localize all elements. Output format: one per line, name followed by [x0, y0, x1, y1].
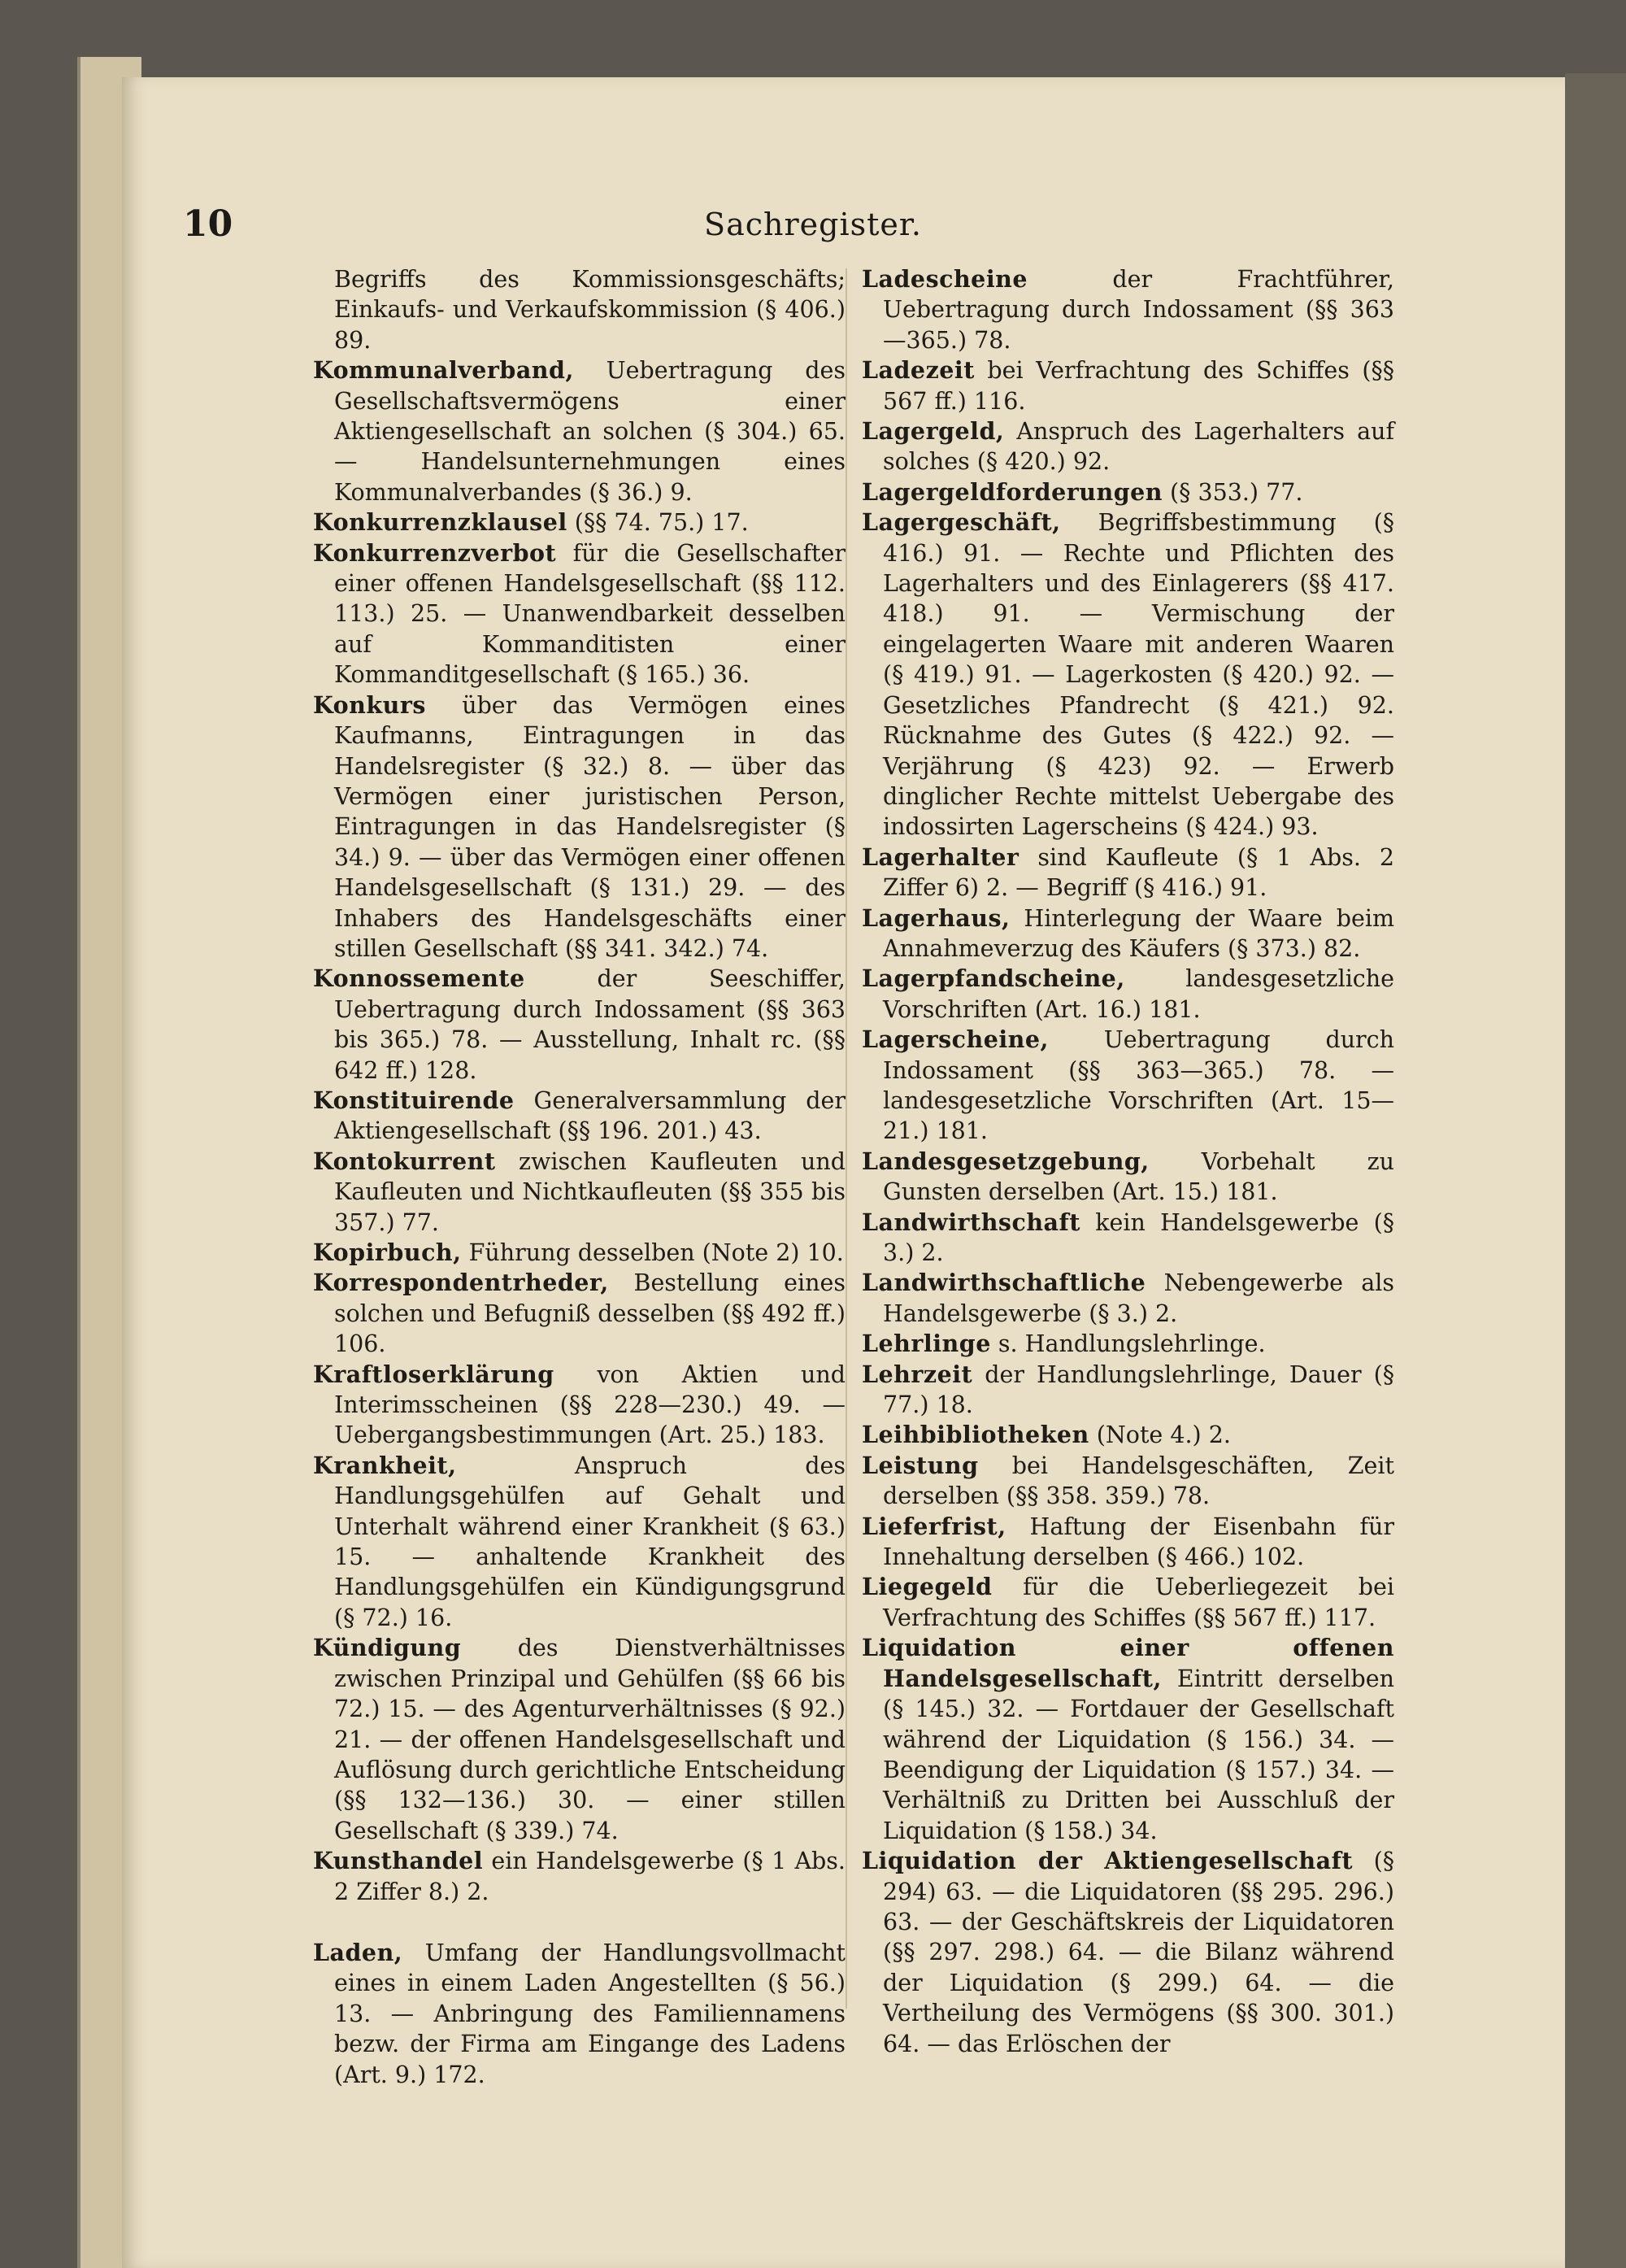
index-entry [313, 1633, 846, 1846]
index-text: der Handlungslehrlinge, Dauer (§ 77.) 18. [883, 1360, 1394, 1419]
index-text: der Frachtführer, Uebertragung durch Indossament (§§ 363—365.) 78. [883, 266, 1394, 354]
index-keyword: Ladescheine [862, 265, 1028, 293]
index-keyword: Korrespondentrheder, [313, 1269, 609, 1297]
index-entry [862, 1268, 1394, 1329]
index-entry [313, 538, 846, 690]
index-keyword: Kommunalverband, [313, 356, 574, 385]
index-keyword: Leistung [862, 1451, 979, 1479]
index-keyword: Landesgesetzgebung, [862, 1147, 1150, 1175]
index-entry [313, 1268, 846, 1359]
index-keyword: Kunsthandel [313, 1847, 484, 1875]
page-title: Sachregister. [704, 207, 922, 242]
index-text: für die Ueberliegezeit bei Verfrachtung des Schiffes (§§ 567 ff.) 117. [883, 1574, 1394, 1631]
index-keyword: Konnossemente [313, 964, 525, 993]
index-keyword: Lagerpfandscheine, [862, 964, 1125, 993]
index-keyword: Kündigung [313, 1634, 462, 1662]
index-keyword: Laden, [313, 1938, 403, 1966]
index-entry [313, 355, 846, 507]
index-text: des Dienstverhältnisses zwischen Prinzipal und Gehülfen (§§ 66 bis 72.) 15. — des Agenturverhältnisses (§ 92.) 21. — der offenen Handelsgesellschaft und Auflösung durch gerichtliche Entscheidung (§§ 132—136.) 30. — einer stillen Gesellschaft (§ 339.) 74. [334, 1635, 846, 1844]
index-entry [313, 964, 846, 1086]
index-entry [313, 507, 846, 538]
index-entry [862, 1572, 1394, 1633]
index-entry [862, 477, 1394, 507]
index-text: bei Handelsgeschäften, Zeit derselben (§§ 358. 359.) 78. [883, 1452, 1394, 1510]
index-keyword: Leihbibliotheken [862, 1421, 1089, 1449]
index-entry [313, 264, 846, 355]
index-text: Uebertragung des Gesellschaftsvermögens einer Aktiengesellschaft an solchen (§ 304.) 65. — Handelsunternehmungen eines Kommunalverbandes (§ 36.) 9. [334, 357, 846, 506]
index-entry [313, 1238, 846, 1268]
index-entry [862, 1360, 1394, 1421]
index-keyword: Lagergeldforderungen [862, 477, 1163, 506]
index-keyword: Lehrzeit [862, 1360, 973, 1388]
index-entry [313, 1360, 846, 1451]
index-entry [862, 507, 1394, 842]
index-text: kein Handelsgewerbe (§ 3.) 2. [883, 1208, 1394, 1266]
index-keyword: Konstituirende [313, 1086, 515, 1114]
index-text: zwischen Kaufleuten und Kaufleuten und Nichtkaufleuten (§§ 355 bis 357.) 77. [334, 1147, 846, 1236]
index-text: ein Handelsgewerbe (§ 1 Abs. 2 Ziffer 8.) 2. [334, 1848, 846, 1905]
index-keyword: Ladezeit [862, 356, 975, 385]
index-text: Anspruch des Lagerhalters auf solches (§ 420.) 92. [883, 418, 1394, 476]
index-entry [313, 690, 846, 964]
index-text: Hinterlegung der Waare beim Annahmeverzug des Käufers (§ 373.) 82. [883, 904, 1394, 962]
index-text: Führung desselben (Note 2) 10. [461, 1239, 844, 1266]
index-text: Begriffs des Kommissionsgeschäfts; Einkaufs- und Verkaufskommission (§ 406.) 89. [334, 266, 846, 354]
index-text: Haftung der Eisenbahn für Innehaltung derselben (§ 466.) 102. [883, 1513, 1394, 1571]
index-text: Uebertragung durch Indossament (§§ 363—365.) 78. — landesgesetzliche Vorschriften (Art. 15—21.) 181. [883, 1026, 1394, 1145]
page-number: 10 [183, 203, 233, 245]
index-keyword: Kontokurrent [313, 1147, 496, 1175]
index-entry [862, 1451, 1394, 1512]
index-entry [862, 842, 1394, 903]
index-keyword: Lagerhalter [862, 842, 1020, 871]
index-text: bei Verfrachtung des Schiffes (§§ 567 ff.) 116. [883, 357, 1394, 415]
index-keyword: Lagerscheine, [862, 1025, 1049, 1054]
running-header [0, 203, 1626, 252]
index-text: Generalversammlung der Aktiengesellschaft (§§ 196. 201.) 43. [334, 1086, 846, 1145]
index-text: (§ 294) 63. — die Liquidatoren (§§ 295. 296.) 63. — der Geschäftskreis der Liquidatoren (§§ 297. 298.) 64. — die Bilanz während der Liquidation (§ 299.) 64. — die Vertheilung des Vermögens (§§ 300. 301.) 64. — das Erlöschen der [883, 1848, 1395, 2057]
index-text: Bestellung eines solchen und Befugniß desselben (§§ 492 ff.) 106. [334, 1269, 846, 1358]
index-entry [862, 1025, 1394, 1147]
index-text: sind Kaufleute (§ 1 Abs. 2 Ziffer 6) 2. — Begriff (§ 416.) 91. [883, 843, 1394, 902]
index-keyword: Lagergeschäft, [862, 508, 1061, 537]
index-entry [862, 416, 1394, 477]
index-entry [862, 1147, 1394, 1208]
index-text: Umfang der Handlungsvollmacht eines in einem Laden Angestellten (§ 56.) 13. — Anbringung des Familiennamens bezw. der Firma am Eingange des Ladens (Art. 9.) 172. [334, 1939, 846, 2088]
index-text: (Note 4.) 2. [1089, 1421, 1231, 1449]
index-text: (§§ 74. 75.) 17. [567, 509, 749, 537]
index-entry [862, 1846, 1394, 2059]
index-keyword: Krankheit, [313, 1451, 457, 1479]
index-text: Vorbehalt zu Gunsten derselben (Art. 15.) 181. [883, 1147, 1394, 1206]
index-keyword: Konkurrenzklausel [313, 508, 567, 537]
index-text: Begriffsbestimmung (§ 416.) 91. — Rechte und Pflichten des Lagerhalters und des Einlagerers (§§ 417. 418.) 91. — Vermischung der eingelagerten Waare mit anderen Waaren (§ 419.) 91. — Lagerkosten (§ 420.) 92. — Gesetzliches Pfandrecht (§ 421.) 92. Rücknahme des Gutes (§ 422.) 92. — Verjährung (§ 423) 92. — Erwerb dinglicher Rechte mittelst Uebergabe des indossirten Lagerscheins (§ 424.) 93. [883, 509, 1394, 841]
index-keyword: Liegegeld [862, 1573, 993, 1601]
index-entry [862, 1420, 1394, 1450]
index-entry [313, 1846, 846, 1907]
cover-edge [1565, 73, 1626, 2268]
index-keyword: Lehrlinge [862, 1330, 991, 1358]
index-text: Eintritt derselben (§ 145.) 32. — Fortdauer der Gesellschaft während der Liquidation (§ 156.) 34. — Beendigung der Liquidation (§ 157.) 34. — Verhältniß zu Dritten bei Ausschluß der Liquidation (§ 158.) 34. [883, 1665, 1394, 1844]
index-text: der Seeschiffer, Uebertragung durch Indossament (§§ 363 bis 365.) 78. — Ausstellung, Inhalt rc. (§§ 642 ff.) 128. [334, 965, 846, 1084]
right-column [862, 264, 1394, 2059]
index-entry [862, 1208, 1394, 1269]
left-column [313, 264, 846, 2090]
column-divider [846, 268, 847, 2009]
index-keyword: Lieferfrist, [862, 1512, 1006, 1540]
index-keyword: Konkurs [313, 690, 426, 719]
index-keyword: Landwirthschaft [862, 1208, 1080, 1236]
index-text: Nebengewerbe als Handelsgewerbe (§ 3.) 2. [883, 1269, 1394, 1327]
index-entry [862, 1512, 1394, 1573]
index-keyword: Kopirbuch, [313, 1238, 462, 1266]
index-entry [313, 1451, 846, 1633]
index-text: landesgesetzliche Vorschriften (Art. 16.) 181. [883, 965, 1394, 1023]
index-entry [862, 903, 1394, 964]
index-entry [313, 1086, 846, 1147]
index-keyword: Liquidation der Aktiengesellschaft [862, 1847, 1354, 1875]
index-text: über das Vermögen eines Kaufmanns, Eintragungen in das Handelsregister (§ 32.) 8. — über das Vermögen einer juristischen Person, Eintragungen in das Handelsregister (§ 34.) 9. — über das Vermögen einer offenen Handelsgesellschaft (§ 131.) 29. — des Inhabers des Handelsgeschäfts einer stillen Gesellschaft (§§ 341. 342.) 74. [334, 691, 846, 962]
index-entry [862, 964, 1394, 1025]
index-text: Anspruch des Handlungsgehülfen auf Gehalt und Unterhalt während einer Krankheit (§ 63.) 15. — anhaltende Krankheit des Handlungsgehülfen ein Kündigungsgrund (§ 72.) 16. [334, 1452, 846, 1631]
index-text: s. Handlungslehrlinge. [990, 1330, 1266, 1358]
index-entry [862, 1633, 1394, 1846]
index-keyword: Lagergeld, [862, 417, 1005, 446]
index-keyword: Konkurrenzverbot [313, 538, 557, 567]
index-keyword: Kraftloserklärung [313, 1360, 554, 1388]
index-keyword: Landwirthschaftliche [862, 1269, 1146, 1297]
index-text: von Aktien und Interimsscheinen (§§ 228—230.) 49. — Uebergangsbestimmungen (Art. 25.) 183. [334, 1360, 846, 1449]
index-text: (§ 353.) 77. [1162, 478, 1303, 506]
index-text: für die Gesellschafter einer offenen Handelsgesellschaft (§§ 112. 113.) 25. — Unanwendbarkeit desselben auf Kommanditisten einer Kommanditgesellschaft (§ 165.) 36. [334, 539, 846, 689]
index-entry [313, 1147, 846, 1238]
index-entry [862, 355, 1394, 416]
index-entry [862, 264, 1394, 355]
index-keyword: Liquidation einer offenen Handelsgesellschaft, [862, 1634, 1394, 1692]
index-entry [313, 1938, 846, 2090]
index-entry [862, 1329, 1394, 1359]
index-keyword: Lagerhaus, [862, 903, 1011, 932]
